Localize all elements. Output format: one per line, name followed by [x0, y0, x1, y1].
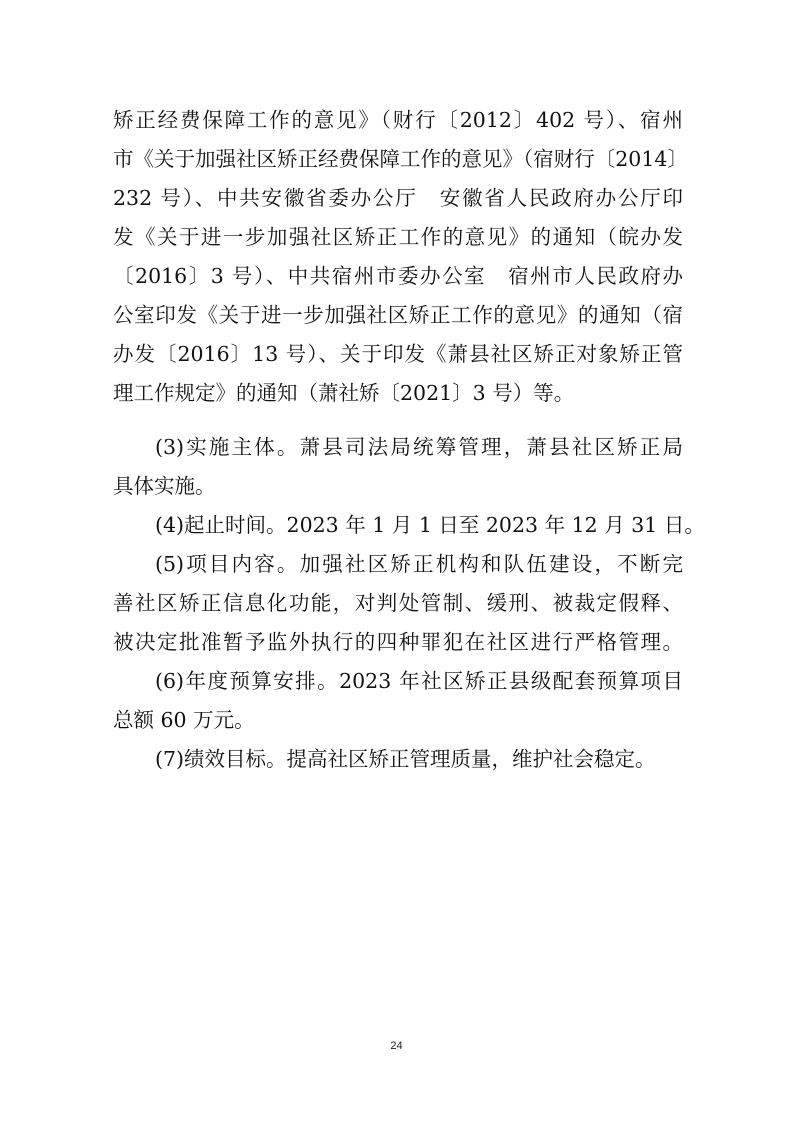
paragraph-3-line-2: 具体实施。 [113, 474, 216, 498]
page-number: 24 [390, 1040, 403, 1052]
body-line-3: 232 号）、中共安徽省委办公厅 安徽省人民政府办公厅印 [113, 186, 683, 210]
paragraph-4-line-1: (4)起止时间。2023 年 1 月 1 日至 2023 年 12 月 31 日。 [155, 513, 705, 537]
paragraph-6-line-1: (6)年度预算安排。2023 年社区矫正县级配套预算项目 [155, 669, 683, 693]
body-line-7: 办发〔2016〕13 号）、关于印发《萧县社区矫正对象矫正管 [113, 342, 683, 366]
paragraph-3-line-1: (3)实施主体。萧县司法局统筹管理，萧县社区矫正局 [155, 435, 683, 459]
paragraph-6-line-2: 总额 60 万元。 [113, 708, 255, 732]
body-line-6: 公室印发《关于进一步加强社区矫正工作的意见》的通知（宿 [113, 303, 683, 327]
paragraph-5-line-1: (5)项目内容。加强社区矫正机构和队伍建设，不断完 [155, 552, 683, 576]
paragraph-7-line-1: (7)绩效目标。提高社区矫正管理质量，维护社会稳定。 [155, 747, 656, 771]
body-line-2: 市《关于加强社区矫正经费保障工作的意见》（宿财行〔2014〕 [113, 147, 688, 171]
paragraph-5-line-2: 善社区矫正信息化功能，对判处管制、缓刑、被裁定假释、 [113, 591, 683, 615]
body-line-8: 理工作规定》的通知（萧社矫〔2021〕3 号）等。 [113, 381, 575, 405]
body-line-1: 矫正经费保障工作的意见》（财行〔2012〕402 号）、宿州 [113, 108, 683, 132]
paragraph-5-line-3: 被决定批准暂予监外执行的四种罪犯在社区进行严格管理。 [113, 630, 683, 654]
body-line-5: 〔2016〕3 号）、中共宿州市委办公室 宿州市人民政府办 [113, 264, 683, 288]
body-line-4: 发《关于进一步加强社区矫正工作的意见》的通知（皖办发 [113, 225, 683, 249]
